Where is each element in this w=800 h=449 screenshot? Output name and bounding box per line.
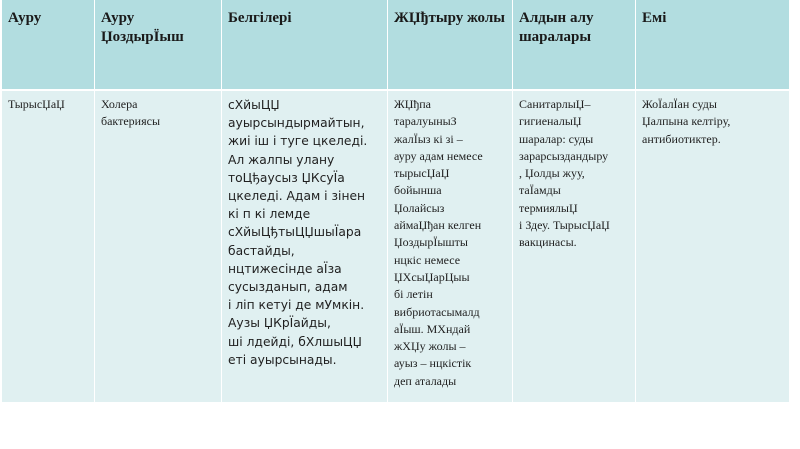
cell-text: бактериясы <box>101 114 161 129</box>
cell-text: і ліп кетуі де мУмкін. <box>228 298 365 313</box>
cell-text: ші лдейді, бХлшыЦЏ <box>228 334 362 349</box>
table-header-row <box>2 0 790 90</box>
cell-text: вакцинасы. <box>519 235 577 250</box>
cell-text: термиялыЏ <box>519 200 578 215</box>
cell-text: ауырсындырмайтын, <box>228 116 365 131</box>
disease-table <box>1 0 790 402</box>
header-prevention: Алдын алу шаралары <box>513 0 636 90</box>
cell-text: СанитарлыЏ– <box>519 97 591 111</box>
cell-text: Аузы ЏКрЇайды, <box>228 316 331 331</box>
cell-text: нцтижесінде аЇза <box>228 261 342 276</box>
cell-text: сХйыЦЏ <box>228 98 280 112</box>
cell-text: аЇыш. МХндай <box>394 321 471 336</box>
cell-text: сусызданып, адам <box>228 280 348 295</box>
cell-text: антибиотиктер. <box>642 131 721 146</box>
cell-text: ЖоЇалЇан суды <box>642 97 717 111</box>
cell-text: бі летін <box>394 287 433 302</box>
cell-text: ЖЏђпа <box>394 97 431 111</box>
cell-text: ауыз – нцкістік <box>394 356 472 371</box>
cell-text: зарарсыздандыру <box>519 148 609 163</box>
cell-transmission <box>388 90 513 402</box>
cell-text: жиі іш і туге цкеледі. <box>228 134 368 149</box>
header-disease: Ауру <box>2 0 95 90</box>
cell-pathogen <box>95 90 222 402</box>
cell-text: ТырысЏаЏ <box>8 97 65 111</box>
cell-text: кі п кі лемде <box>228 207 311 222</box>
cell-text: аймаЏђан келген <box>394 218 482 233</box>
cell-text: нцкіс немесе <box>394 252 461 267</box>
cell-text: Ал жалпы улану <box>228 152 335 167</box>
cell-text: і Здеу. ТырысЏаЏ <box>519 218 610 233</box>
header-treatment: Емі <box>636 0 790 90</box>
cell-text: , Џолды жуу, <box>519 166 585 181</box>
header-symptoms: Белгілері <box>222 0 388 90</box>
cell-text: тырысЏаЏ <box>394 166 450 181</box>
cell-text: ЏоздырЇышты <box>394 235 468 250</box>
cell-text: вибриотасымалд <box>394 304 480 319</box>
cell-text: Џалпына келтіру, <box>642 114 731 129</box>
cell-treatment <box>636 90 790 402</box>
cell-text: бойынша <box>394 183 442 198</box>
cell-text: деп аталады <box>394 373 457 388</box>
cell-text: таралуыныЗ <box>394 114 457 129</box>
cell-text: сХйыЦђтыЦЏшыЇара <box>228 225 362 240</box>
table-row <box>2 90 790 402</box>
cell-text: гигиеналыЏ <box>519 114 582 129</box>
cell-text: таЇамды <box>519 183 561 198</box>
cell-text: цкеледі. Адам і зінен <box>228 189 366 204</box>
cell-text: бастайды, <box>228 243 295 258</box>
header-pathogen: Ауру ЏоздырЇыш <box>95 0 222 90</box>
cell-symptoms <box>222 90 388 402</box>
cell-text: жалЇыз кі зі – <box>394 131 463 146</box>
cell-text: жХЏу жолы – <box>394 339 466 354</box>
cell-text: Холера <box>101 97 138 111</box>
cell-text: ЏХсыЏарЦыы <box>394 269 470 284</box>
cell-prevention <box>513 90 636 402</box>
cell-text: еті ауырсынады. <box>228 352 337 367</box>
cell-text: ауру адам немесе <box>394 148 483 163</box>
cell-text: шаралар: суды <box>519 131 594 146</box>
cell-text: Џолайсыз <box>394 200 445 215</box>
cell-disease <box>2 90 95 402</box>
header-transmission: ЖЏђтыру жолы <box>388 0 513 90</box>
cell-text: тоЦђаусыз ЏКсуЇа <box>228 170 345 185</box>
